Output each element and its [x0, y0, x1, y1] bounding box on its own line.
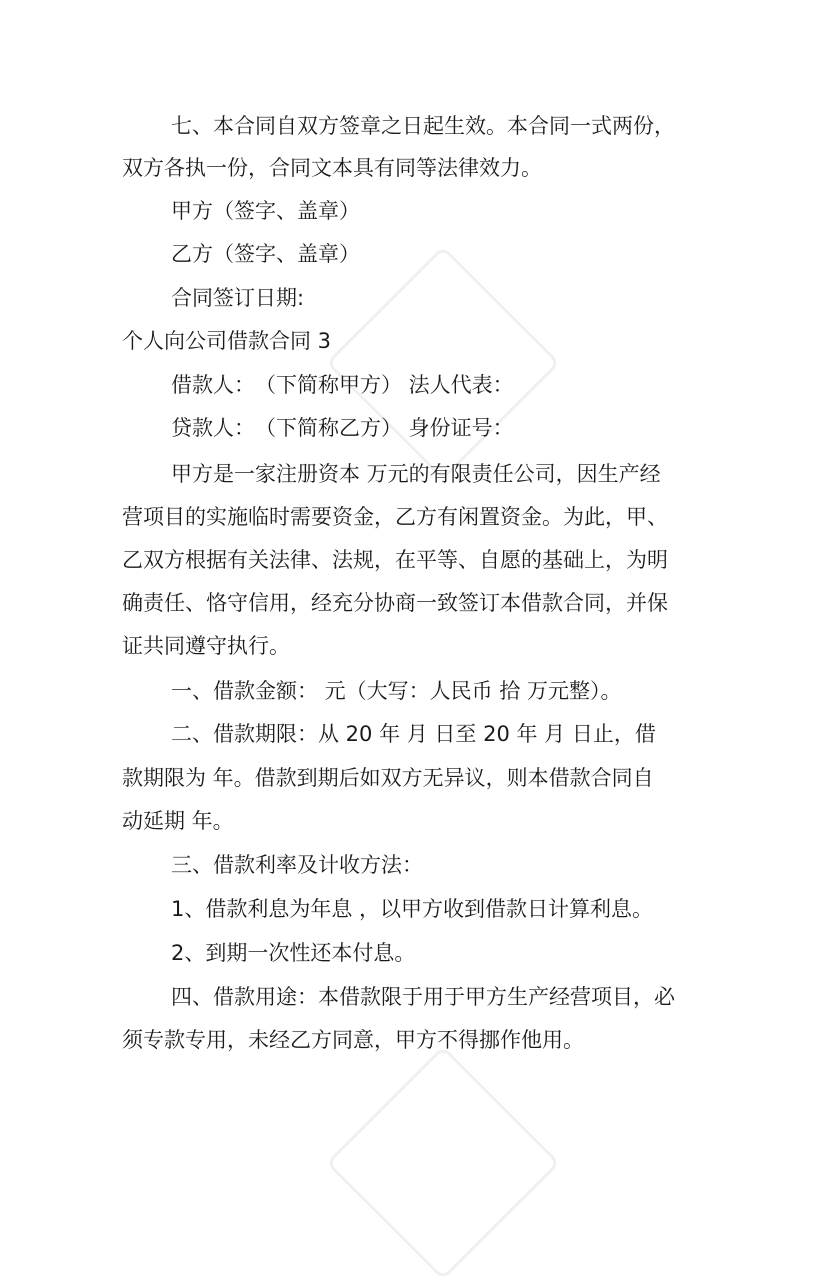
text-line: 贷款人： （下简称乙方） 身份证号：	[171, 416, 514, 440]
watermark-top	[326, 246, 561, 481]
text-line: 款期限为 年。借款到期后如双方无异议，则本借款合同自	[122, 766, 654, 790]
text-line: 营项目的实施临时需要资金，乙方有闲置资金。为此，甲、	[122, 505, 668, 529]
text-line: 合同签订日期:	[171, 286, 305, 310]
text-line: 乙方（签字、盖章）	[171, 242, 360, 266]
text-line: 甲方（签字、盖章）	[171, 199, 360, 223]
text-line: 一、借款金额： 元（大写：人民币 拾 万元整）。	[171, 679, 622, 703]
text-line: 七、本合同自双方签章之日起生效。本合同一式两份，	[171, 114, 675, 138]
text-line: 2、到期一次性还本付息。	[171, 941, 416, 965]
text-line: 1、借款利息为年息 ，以甲方收到借款日计算利息。	[171, 897, 654, 921]
watermark-bottom	[326, 1046, 561, 1280]
text-line: 动延期 年。	[122, 809, 234, 833]
text-line: 四、借款用途：本借款限于用于甲方生产经营项目，必	[171, 985, 675, 1009]
text-line: 证共同遵守执行。	[122, 634, 290, 658]
text-line: 二、借款期限：从 20 年 月 日至 20 年 月 日止，借	[171, 722, 656, 746]
text-line: 三、借款利率及计收方法：	[171, 853, 423, 877]
text-line: 须专款专用，未经乙方同意，甲方不得挪作他用。	[122, 1028, 584, 1052]
text-line: 确责任、恪守信用，经充分协商一致签订本借款合同，并保	[122, 591, 668, 615]
text-line: 乙双方根据有关法律、法规，在平等、自愿的基础上，为明	[122, 548, 668, 572]
text-line: 双方各执一份，合同文本具有同等法律效力。	[122, 156, 542, 180]
text-line: 甲方是一家注册资本 万元的有限责任公司，因生产经	[171, 462, 661, 486]
text-line: 借款人： （下简称甲方） 法人代表：	[171, 373, 514, 397]
section-title: 个人向公司借款合同 3	[122, 329, 332, 353]
